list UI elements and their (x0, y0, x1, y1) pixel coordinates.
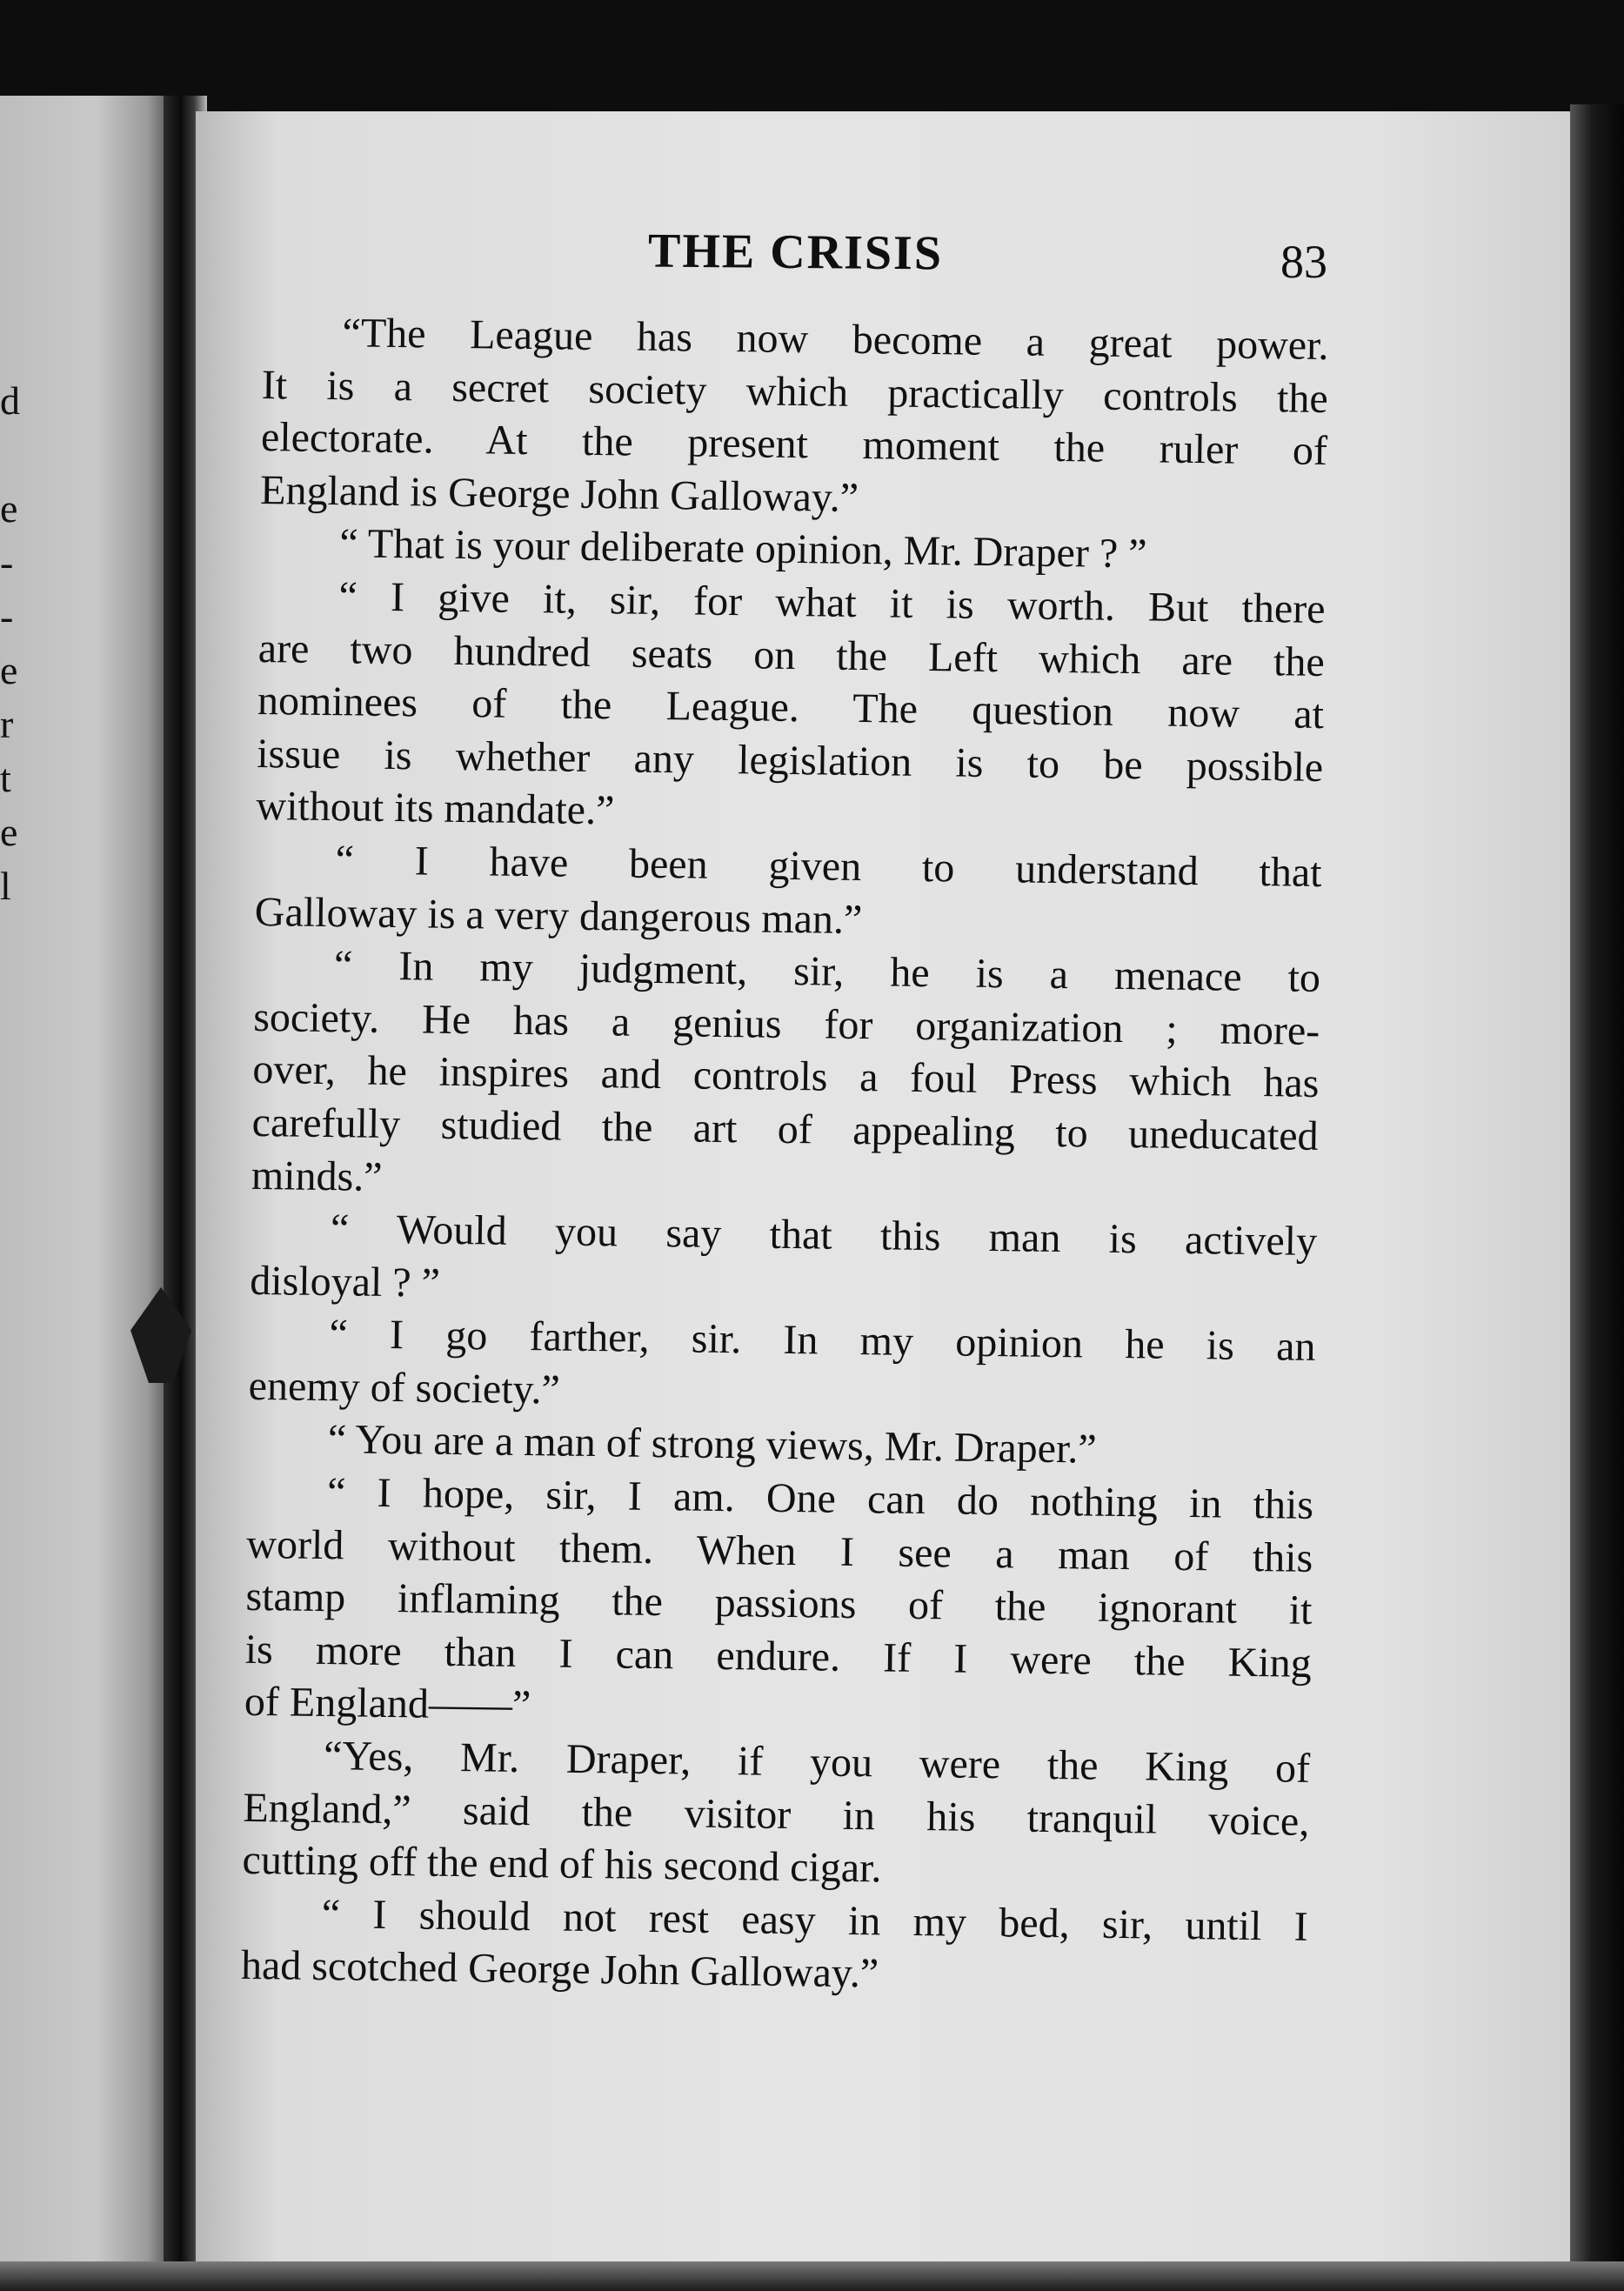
left-fragment: e (0, 486, 18, 531)
left-page-edge (0, 96, 174, 2291)
text-line: issue is whether any legislation is to be possible (256, 730, 1324, 791)
left-page-text-fragments (0, 374, 35, 913)
text-line: “ You are a man of strong views, Mr. Draper.” (327, 1416, 1098, 1473)
text-line: carefully studied the art of appealing to uneducated (251, 1099, 1319, 1159)
text-line: are two hundred seats on the Left which are the (257, 625, 1326, 685)
left-fragment: - (0, 594, 14, 638)
text-line: “ I hope, sir, I am. One can do nothing in this (326, 1469, 1314, 1528)
text-line: had scotched George John Galloway.” (240, 1942, 879, 1997)
left-fragment: l (0, 864, 11, 908)
text-line: stamp inflaming the passions of the ignorant it (245, 1573, 1313, 1634)
body-text (241, 306, 1329, 2007)
text-line: “ That is your deliberate opinion, Mr. Draper ? ” (339, 520, 1147, 578)
page-number: 83 (1280, 236, 1327, 288)
left-fragment: r (0, 702, 14, 746)
bottom-page-edge (0, 2261, 1624, 2291)
text-line: “ I go farther, sir. In my opinion he is an (329, 1311, 1316, 1371)
left-fragment: d (0, 378, 20, 423)
left-fragment (0, 428, 35, 482)
text-line: enemy of society.” (248, 1362, 561, 1413)
running-head: THE CRISIS (647, 224, 944, 281)
text-line: is more than I can endure. If I were the King (244, 1626, 1313, 1687)
text-line: nominees of the League. The question now at (257, 678, 1325, 738)
right-page-edge (1570, 104, 1624, 2291)
left-fragment: e (0, 648, 18, 692)
text-line: “Yes, Mr. Draper, if you were the King of (323, 1733, 1311, 1792)
text-line: “ Would you say that this man is actively (330, 1206, 1318, 1266)
text-line: England,” said the visitor in his tranquil voice, (243, 1784, 1310, 1845)
text-line: “ I should not rest easy in my bed, sir, until I (321, 1890, 1309, 1950)
text-line: cutting off the end of his second cigar. (242, 1837, 882, 1892)
left-fragment: e (0, 810, 18, 854)
text-line: world without them. When I see a man of this (246, 1520, 1313, 1581)
text-line: disloyal ? ” (249, 1257, 441, 1306)
text-line: “ I have been given to understand that (335, 837, 1322, 896)
text-line: minds.” (251, 1152, 383, 1200)
text-line: without its mandate.” (256, 783, 615, 834)
text-line: over, he inspires and controls a foul Press which has (252, 1046, 1320, 1107)
text-line: society. He has a genius for organization ; more- (252, 993, 1320, 1054)
text-line: “The League has now become a great power. (342, 310, 1329, 370)
text-line: Galloway is a very dangerous man.” (254, 888, 863, 943)
text-line: England is George John Galloway.” (259, 466, 859, 521)
text-line: of England——” (244, 1679, 531, 1729)
left-fragment: t (0, 756, 11, 800)
text-line: electorate. At the present moment the ruler of (260, 414, 1328, 475)
text-line: “ I give it, sir, for what it is worth. But there (338, 573, 1326, 632)
left-fragment: - (0, 540, 14, 584)
text-line: It is a secret society which practically controls the (261, 361, 1329, 422)
text-line: “ In my judgment, sir, he is a menace to (333, 942, 1321, 1002)
